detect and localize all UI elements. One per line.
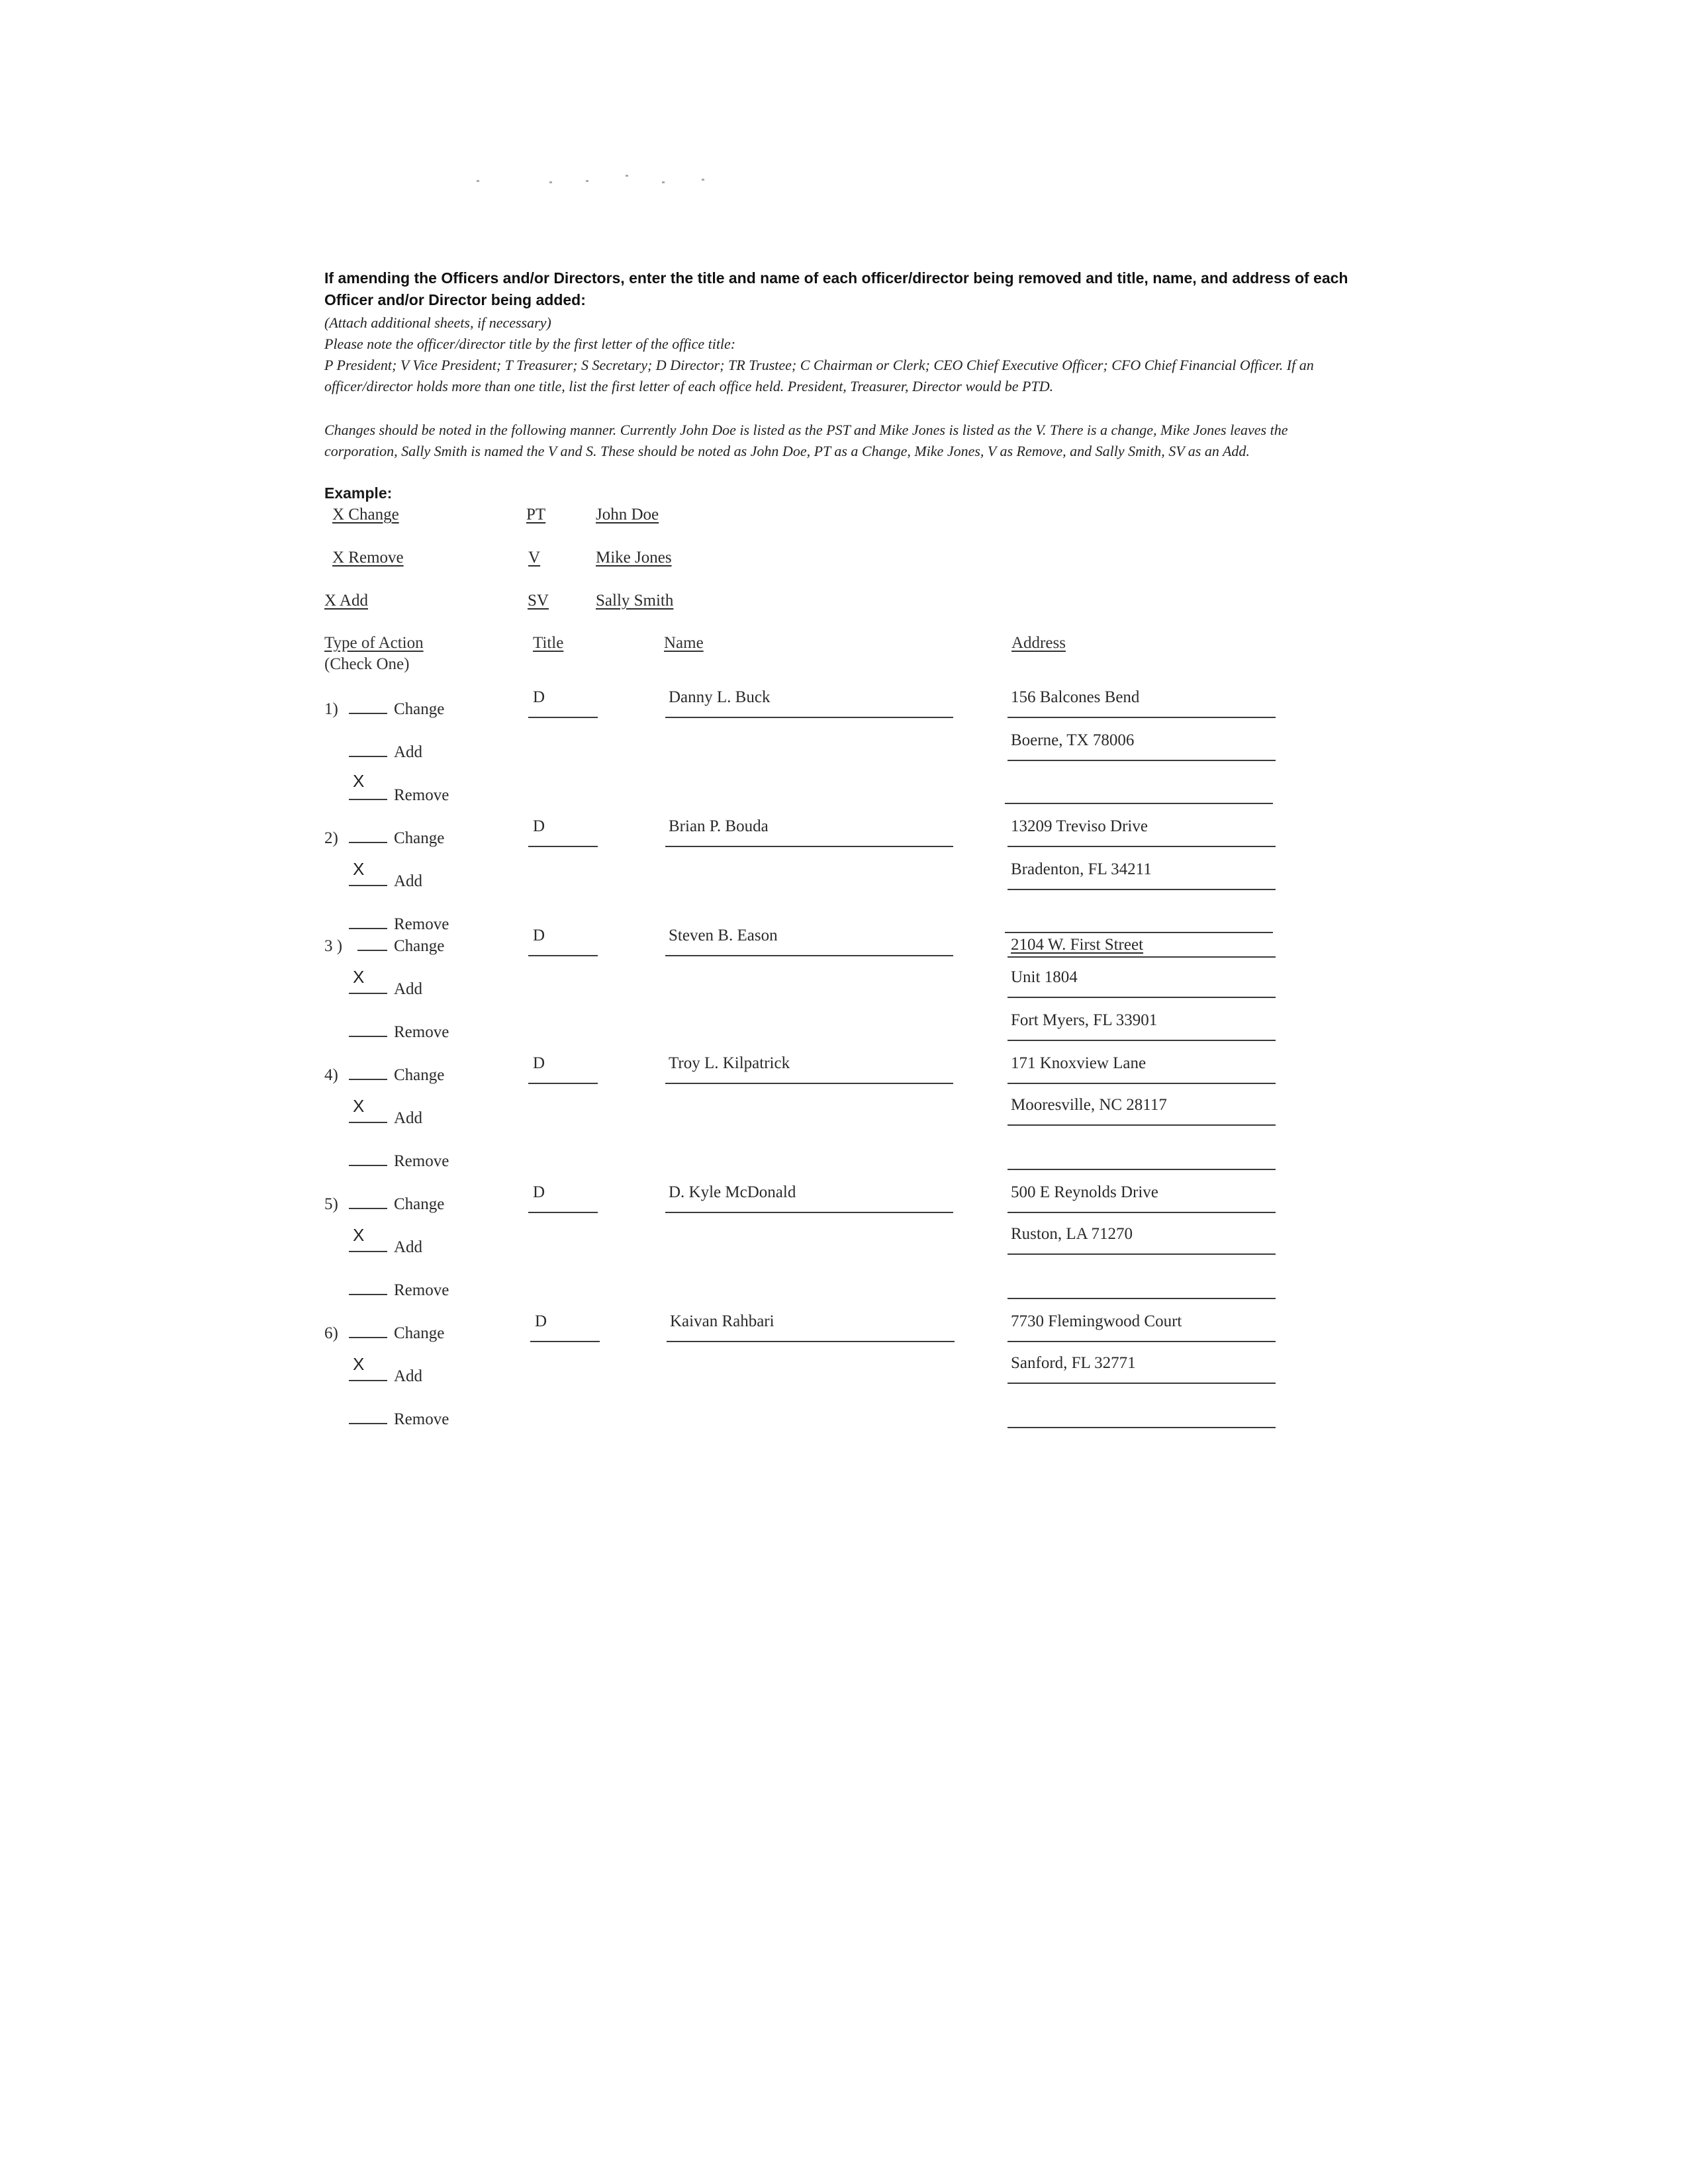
entry-2-checkmark: X [353,859,365,879]
entry-2-title: D [533,817,545,835]
entry-1-number: 1) [324,700,338,718]
scan-artifact [549,181,552,183]
entry-6-address-rule-3 [1008,1427,1276,1428]
entry-3-name: Steven B. Eason [669,927,778,944]
entry-5-checkmark: X [353,1225,365,1245]
entry-4-address-line-1: 171 Knoxview Lane [1011,1054,1147,1072]
attach-note: (Attach additional sheets, if necessary) [324,314,551,331]
entry-4-remove-option[interactable]: Remove [349,1152,449,1171]
entry-5-address-line-1: 500 E Reynolds Drive [1011,1183,1158,1201]
entry-1-remove-option[interactable]: Remove [349,786,449,805]
changes-note: Changes should be noted in the following manner. Currently John Doe is listed as the PST and Mike Jones is listed as the V. There is a change, Mike Jones leaves the corporation, Sally Smith is named the V and S. These should be noted as John Doe, PT as a Change, Mike Jones, V as Remove, and Sally Smith, SV as an Add. [324,422,1288,459]
entry-2-address-line-2: Bradenton, FL 34211 [1011,860,1152,878]
entry-3-add-option[interactable]: Add [349,980,422,999]
entry-5-add-option[interactable]: Add [349,1238,422,1257]
entry-5-change-option[interactable]: Change [349,1195,444,1214]
entry-5-address-line-2: Ruston, LA 71270 [1011,1225,1133,1243]
entry-4-name-line [665,1083,953,1084]
entry-2-name: Brian P. Bouda [669,817,769,835]
entry-6-address-line-1: 7730 Flemingwood Court [1011,1312,1182,1330]
entry-1-address-line-2: Boerne, TX 78006 [1011,731,1135,749]
example-action-2: X Remove [332,549,404,567]
entry-6-number: 6) [324,1324,338,1342]
entry-3-name-line [665,955,953,956]
entry-6-address-line-2: Sanford, FL 32771 [1011,1354,1136,1372]
entry-1-address-rule-1 [1008,717,1276,718]
entry-2-address-rule-1 [1008,846,1276,847]
example-title-2: V [528,549,541,567]
entry-6-address-rule-2 [1008,1383,1276,1384]
entry-3-remove-option[interactable]: Remove [349,1023,449,1042]
example-name-1: John Doe [596,506,659,523]
entry-2-address-rule-2 [1008,889,1276,890]
entry-4-checkmark: X [353,1096,365,1116]
entry-5-address-rule-1 [1008,1212,1276,1213]
entry-4-title: D [533,1054,545,1072]
example-title-3: SV [528,592,549,610]
entry-3-checkmark: X [353,967,365,987]
example-name-2: Mike Jones [596,549,672,567]
entry-6-name: Kaivan Rahbari [670,1312,774,1330]
entry-1-title-line [528,717,598,718]
entry-2-number: 2) [324,829,338,847]
entry-1-change-option[interactable]: Change [349,700,444,719]
entry-3-title-line [528,955,598,956]
entry-3-address-line-1: 2104 W. First Street [1011,936,1144,954]
entry-6-change-option[interactable]: Change [349,1324,444,1343]
entry-2-title-line [528,846,598,847]
entry-5-address-rule-3 [1008,1298,1276,1299]
entry-6-add-option[interactable]: Add [349,1367,422,1386]
entry-6-checkmark: X [353,1354,365,1374]
entry-1-add-option[interactable]: Add [349,743,422,762]
entry-4-number: 4) [324,1066,338,1084]
example-action-3: X Add [324,592,368,610]
entry-1-title: D [533,688,545,706]
entry-4-address-line-2: Mooresville, NC 28117 [1011,1096,1167,1114]
entry-2-add-option[interactable]: Add [349,872,422,891]
entry-6-remove-option[interactable]: Remove [349,1410,449,1429]
entry-5-address-rule-2 [1008,1253,1276,1255]
entry-2-address-rule-3 [1005,932,1273,933]
entry-1-address-rule-3 [1005,803,1273,804]
entry-5-name: D. Kyle McDonald [669,1183,796,1201]
entry-1-name: Danny L. Buck [669,688,771,706]
instructions-heading: If amending the Officers and/or Directors, enter the title and name of each officer/director being removed and title, name, and address of each Officer and/or Director being added: [324,269,1348,308]
entry-5-remove-option[interactable]: Remove [349,1281,449,1300]
entry-4-title-line [528,1083,598,1084]
entry-1-checkmark: X [353,771,365,791]
entry-2-name-line [665,846,953,847]
entry-2-remove-option[interactable]: Remove [349,915,449,934]
entry-3-address-line-3: Fort Myers, FL 33901 [1011,1011,1158,1029]
entry-6-name-line [667,1341,955,1342]
entry-4-name: Troy L. Kilpatrick [669,1054,790,1072]
title-note: Please note the officer/director title by the first letter of the office title: [324,336,736,352]
title-codes: P President; V Vice President; T Treasurer; S Secretary; D Director; TR Trustee; C Chairman or Clerk; CEO Chief Executive Officer; CFO Chief Financial Officer. If an officer/director holds more than one title, list the first letter of each office held. President, Treasurer, Director would be PTD. [324,357,1314,394]
entry-3-address-rule-2 [1008,997,1276,998]
entry-1-address-rule-2 [1008,760,1276,761]
entry-4-address-rule-3 [1008,1169,1276,1170]
entry-5-name-line [665,1212,953,1213]
example-name-3: Sally Smith [596,592,674,610]
entry-6-title: D [535,1312,547,1330]
entry-2-change-option[interactable]: Change [349,829,444,848]
entry-4-address-rule-1 [1008,1083,1276,1084]
header-title: Title [533,634,564,652]
entry-3-number: 3 ) [324,937,343,955]
scan-artifact [702,179,704,181]
scan-artifact [662,181,665,183]
entry-6-title-line [530,1341,600,1342]
entry-5-number: 5) [324,1195,338,1213]
entry-3-address-rule-3 [1008,1040,1276,1041]
entry-6-address-rule-1 [1008,1341,1276,1342]
entry-3-address-line-2: Unit 1804 [1011,968,1078,986]
scan-artifact [477,180,479,182]
entry-4-change-option[interactable]: Change [349,1066,444,1085]
entry-3-title: D [533,927,545,944]
entry-5-title-line [528,1212,598,1213]
header-action-sub: (Check One) [324,655,410,673]
entry-2-address-line-1: 13209 Treviso Drive [1011,817,1148,835]
header-name: Name [664,634,704,652]
example-action-1: X Change [332,506,399,523]
entry-5-title: D [533,1183,545,1201]
entry-3-change-option[interactable]: Change [357,937,444,956]
header-action: Type of Action [324,634,424,652]
example-title-1: PT [526,506,546,523]
entry-4-address-rule-2 [1008,1124,1276,1126]
entry-4-add-option[interactable]: Add [349,1109,422,1128]
entry-1-address-line-1: 156 Balcones Bend [1011,688,1140,706]
example-label: Example: [324,484,393,502]
scan-artifact [586,180,588,182]
entry-1-name-line [665,717,953,718]
header-address: Address [1011,634,1066,652]
scan-artifact [626,175,628,177]
entry-3-address-rule-1 [1008,956,1276,958]
